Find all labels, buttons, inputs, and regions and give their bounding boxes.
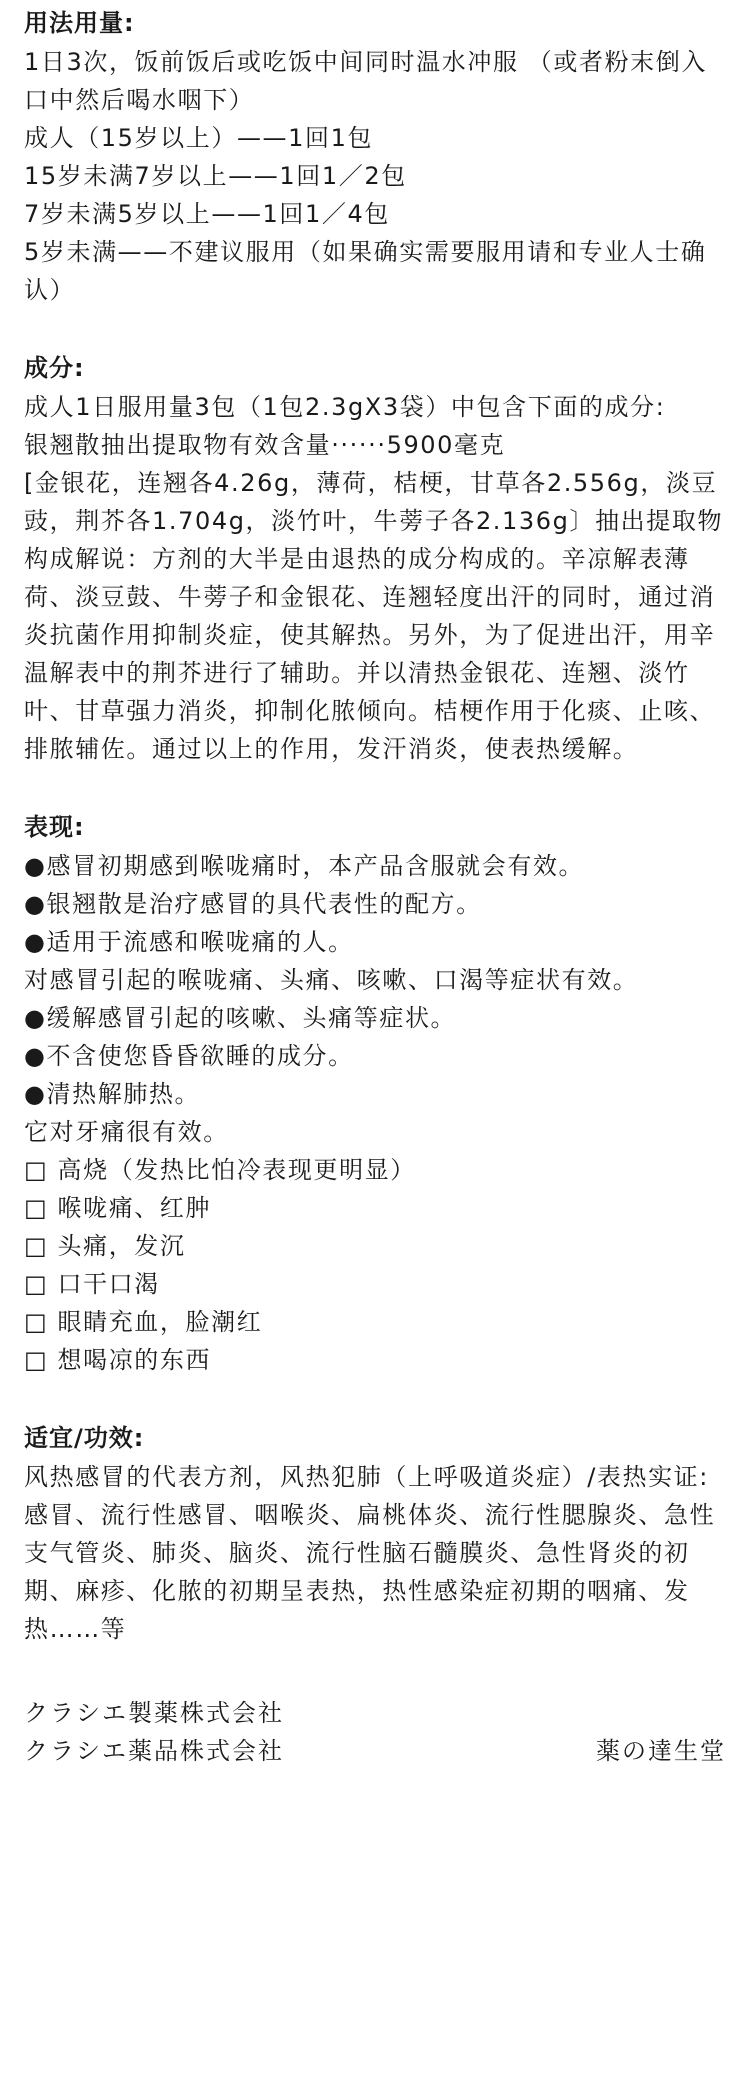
- dosage-heading: 用法用量:: [24, 9, 135, 37]
- dosage-line: 1日3次，饭前饭后或吃饭中间同时温水冲服 （或者粉末倒入口中然后喝水咽下）: [24, 48, 707, 114]
- indications-line: 感冒、流行性感冒、咽喉炎、扁桃体炎、流行性腮腺炎、急性支气管炎、肺炎、脑炎、流行性脑石髓膜炎、急性肾炎的初期、麻疹、化脓的初期呈表热，热性感染症初期的咽痛、发热……等: [24, 1501, 716, 1643]
- ingredients-heading: 成分:: [24, 354, 85, 382]
- seller-name: 薬の達生堂: [596, 1737, 726, 1765]
- indications-section: [24, 1419, 726, 1648]
- symptom-checkbox-item: □ 高烧（发热比怕冷表现更明显）: [24, 1156, 416, 1184]
- symptom-checkbox-item: □ 口干口渴: [24, 1270, 160, 1298]
- effect-item: ●不含使您昏昏欲睡的成分。: [24, 1042, 354, 1070]
- ingredients-section: [24, 349, 726, 768]
- company-footer: [24, 1694, 726, 1770]
- ingredients-line: 银翘散抽出提取物有效含量······5900毫克: [24, 431, 506, 459]
- symptom-checkbox-item: □ 喉咙痛、红肿: [24, 1194, 212, 1222]
- symptom-checkbox-item: □ 眼睛充血，脸潮红: [24, 1308, 263, 1336]
- indications-line: 风热感冒的代表方剂，风热犯肺（上呼吸道炎症）/表热实证:: [24, 1463, 709, 1491]
- effect-item: ●适用于流感和喉咙痛的人。: [24, 928, 354, 956]
- dosage-section: [24, 4, 726, 309]
- dosage-line: 7岁未满5岁以上——1回1／4包: [24, 200, 390, 228]
- footer-row-manufacturer: [24, 1694, 726, 1732]
- effect-item: ●缓解感冒引起的咳嗽、头痛等症状。: [24, 1004, 457, 1032]
- footer-row-distributor: [24, 1732, 726, 1770]
- effect-item: ●银翘散是治疗感冒的具代表性的配方。: [24, 890, 482, 918]
- symptom-checkbox-item: □ 头痛，发沉: [24, 1232, 186, 1260]
- effect-item: ●感冒初期感到喉咙痛时，本产品含服就会有效。: [24, 852, 585, 880]
- indications-heading: 适宜/功效:: [24, 1424, 145, 1452]
- symptom-checkbox-item: □ 想喝凉的东西: [24, 1346, 212, 1374]
- ingredients-line: [金银花，连翘各4.26g，薄荷，桔梗，甘草各2.556g，淡豆豉，荆芥各1.704g，淡竹叶，牛蒡子各2.136g〕抽出提取物: [24, 469, 724, 535]
- distributor-name: クラシエ薬品株式会社: [24, 1737, 284, 1765]
- effect-item: ●清热解肺热。: [24, 1080, 201, 1108]
- dosage-line: 15岁未满7岁以上——1回1／2包: [24, 162, 407, 190]
- effects-heading: 表现:: [24, 813, 85, 841]
- composition-explanation: 构成解说：方剂的大半是由退热的成分构成的。辛凉解表薄荷、淡豆鼓、牛蒡子和金银花、连翘轻度出汗的同时，通过消炎抗菌作用抑制炎症，使其解热。另外，为了促进出汗，用辛温解表中的荆芥进行了辅助。并以清热金银花、连翘、淡竹叶、甘草强力消炎，抑制化脓倾向。桔梗作用于化痰、止咳、排脓辅佐。通过以上的作用，发汗消炎，使表热缓解。: [24, 545, 716, 763]
- dosage-line: 成人（15岁以上）——1回1包: [24, 124, 374, 152]
- effect-item: 它对牙痛很有效。: [24, 1118, 229, 1146]
- effects-section: [24, 808, 726, 1379]
- effect-item: 对感冒引起的喉咙痛、头痛、咳嗽、口渴等症状有效。: [24, 966, 639, 994]
- manufacturer-name: クラシエ製薬株式会社: [24, 1699, 284, 1727]
- ingredients-line: 成人1日服用量3包（1包2.3gX3袋）中包含下面的成分:: [24, 393, 666, 421]
- dosage-line: 5岁未满——不建议服用（如果确实需要服用请和专业人士确认）: [24, 238, 707, 304]
